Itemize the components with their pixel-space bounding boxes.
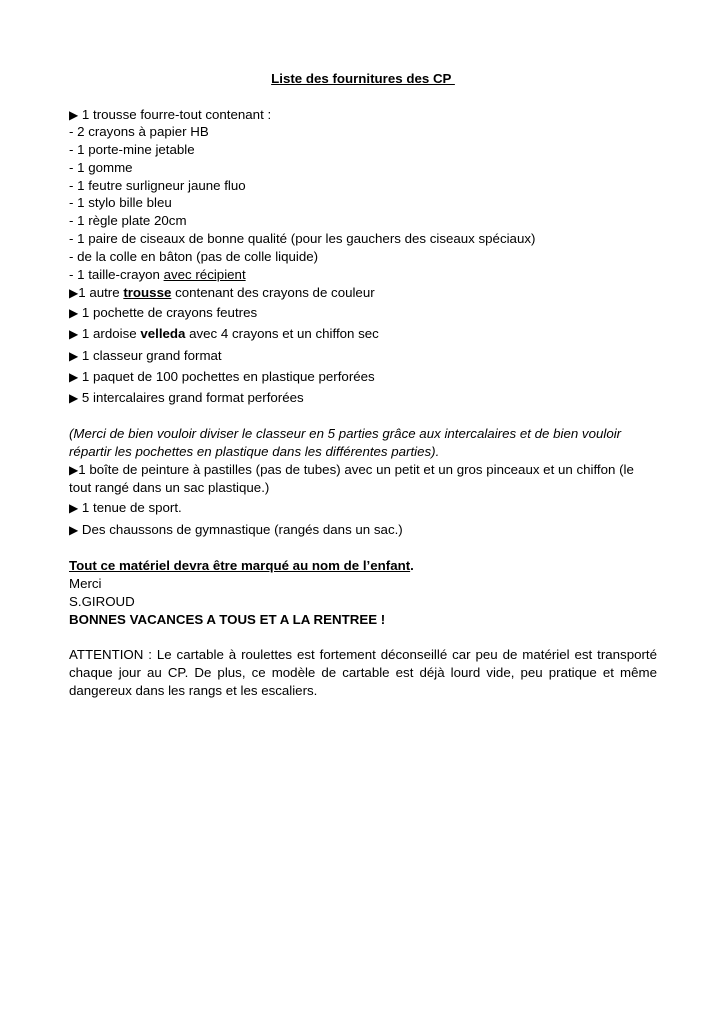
- marque-text: Tout ce matériel devra être marqué au nom de l’enfant: [69, 558, 411, 573]
- autre-trousse-prefix: 1 autre: [78, 285, 124, 300]
- arrow-item-intercalaires: [69, 389, 304, 407]
- note-line-2: répartir les pochettes en plastique dans les différentes parties).: [69, 444, 440, 459]
- arrow-item-peinture: [69, 461, 634, 479]
- ardoise-prefix: 1 ardoise: [78, 326, 141, 341]
- attention-line-2-text: chaque jour au CP. De plus, ce modèle de cartable est déjà lourd vide, peu pratique et même: [69, 665, 657, 680]
- arrow-icon: ▶: [69, 108, 79, 122]
- chaussons-text: Des chaussons de gymnastique (rangés dans un sac.): [78, 522, 403, 537]
- peinture-line-2: tout rangé dans un sac plastique.): [69, 480, 270, 495]
- ardoise-suffix: avec 4 crayons et un chiffon sec: [185, 326, 379, 341]
- trousse-header-text: 1 trousse fourre-tout contenant :: [78, 107, 272, 122]
- marque-line: [69, 557, 414, 575]
- arrow-item-chaussons: [69, 521, 403, 539]
- signature: S.GIROUD: [69, 594, 135, 609]
- taille-crayon-underlined: avec récipient: [163, 267, 246, 282]
- marque-period: .: [410, 558, 414, 573]
- list-item: - 2 crayons à papier HB: [69, 124, 209, 139]
- arrow-icon: ▶: [69, 391, 79, 405]
- list-item-taille-crayon: [69, 266, 246, 284]
- attention-line-1: [69, 646, 657, 664]
- arrow-icon: ▶: [69, 306, 79, 320]
- attention-line-2: [69, 664, 657, 682]
- arrow-icon: ▶: [69, 286, 79, 300]
- classeur-text: 1 classeur grand format: [78, 348, 222, 363]
- list-item: - 1 gomme: [69, 160, 133, 175]
- list-item: - 1 stylo bille bleu: [69, 195, 172, 210]
- list-item: - de la colle en bâton (pas de colle liquide): [69, 249, 319, 264]
- trousse-header: [69, 106, 271, 124]
- vacances-line: BONNES VACANCES A TOUS ET A LA RENTREE !: [69, 612, 386, 627]
- arrow-icon: ▶: [69, 463, 79, 477]
- arrow-item-sport: [69, 499, 182, 517]
- list-item: - 1 porte-mine jetable: [69, 142, 195, 157]
- intercalaires-text: 5 intercalaires grand format perforées: [78, 390, 304, 405]
- attention-line-1-text: ATTENTION : Le cartable à roulettes est fortement déconseillé car peu de matériel est transporté: [69, 647, 657, 662]
- arrow-icon: ▶: [69, 370, 79, 384]
- note-line-1: (Merci de bien vouloir diviser le classeur en 5 parties grâce aux intercalaires et de bien vouloir: [69, 426, 622, 441]
- arrow-item-classeur: [69, 347, 222, 365]
- document-title: Liste des fournitures des CP: [271, 71, 455, 86]
- arrow-item-ardoise: [69, 325, 379, 343]
- autre-trousse-suffix: contenant des crayons de couleur: [171, 285, 375, 300]
- arrow-icon: ▶: [69, 523, 79, 537]
- arrow-icon: ▶: [69, 501, 79, 515]
- arrow-icon: ▶: [69, 349, 79, 363]
- list-item: - 1 paire de ciseaux de bonne qualité (pour les gauchers des ciseaux spéciaux): [69, 231, 536, 246]
- list-item: - 1 feutre surligneur jaune fluo: [69, 178, 246, 193]
- arrow-icon: ▶: [69, 327, 79, 341]
- taille-crayon-text: - 1 taille-crayon: [69, 267, 164, 282]
- ardoise-bold: velleda: [140, 326, 186, 341]
- arrow-item-autre-trousse: [69, 284, 375, 302]
- paquet-text: 1 paquet de 100 pochettes en plastique perforées: [78, 369, 375, 384]
- peinture-line-1: 1 boîte de peinture à pastilles (pas de tubes) avec un petit et un gros pinceaux et un chiffon (le: [78, 462, 634, 477]
- pochette-text: 1 pochette de crayons feutres: [78, 305, 258, 320]
- arrow-item-pochette: [69, 304, 257, 322]
- autre-trousse-bold: trousse: [123, 285, 172, 300]
- sport-text: 1 tenue de sport.: [78, 500, 182, 515]
- attention-line-3: dangereux dans les rangs et les escaliers.: [69, 683, 318, 698]
- list-item: - 1 règle plate 20cm: [69, 213, 187, 228]
- merci-line: Merci: [69, 576, 102, 591]
- arrow-item-paquet: [69, 368, 375, 386]
